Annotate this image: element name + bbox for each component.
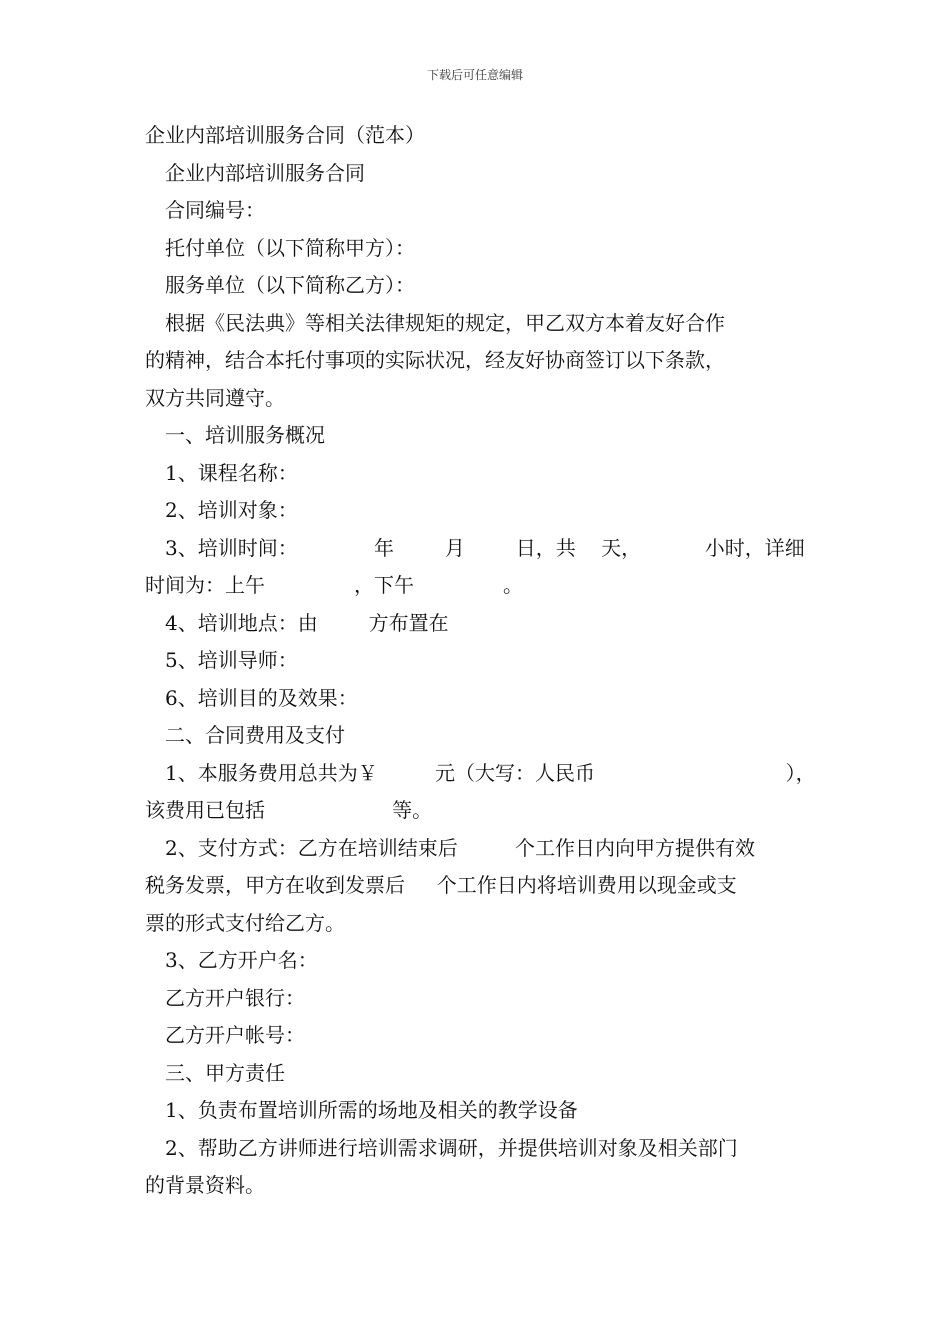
section-1-heading: 一、培训服务概况	[165, 423, 325, 447]
document-title: 企业内部培训服务合同（范本）	[145, 123, 425, 147]
party-a-duty-1: 1、负责布置培训所需的场地及相关的教学设备	[165, 1098, 578, 1122]
preamble-line-3: 双方共同遵守。	[145, 385, 285, 410]
party-b-account-name: 3、乙方开户名：	[165, 948, 318, 972]
preamble-line-2: 的精神，结合本托付事项的实际状况，经友好协商签订以下条款，	[145, 348, 725, 372]
training-target-item: 2、培训对象：	[165, 498, 298, 522]
party-b-bank: 乙方开户银行：	[165, 985, 305, 1010]
section-2-heading: 二、合同费用及支付	[165, 723, 345, 747]
contract-subtitle: 企业内部培训服务合同	[165, 160, 365, 185]
party-b-label: 服务单位（以下简称乙方）：	[165, 273, 415, 297]
training-time-item: 3、培训时间： 年 月 日，共 天， 小时，详细	[165, 535, 805, 560]
party-b-account-number: 乙方开户帐号：	[165, 1023, 305, 1047]
training-time-detail: 时间为：上午 ，下午 。	[145, 573, 524, 597]
contract-number-label: 合同编号：	[165, 198, 265, 222]
party-a-duty-2-line-1: 2、帮助乙方讲师进行培训需求调研，并提供培训对象及相关部门	[165, 1135, 738, 1160]
course-name-item: 1、课程名称：	[165, 460, 298, 485]
document-body	[145, 117, 815, 1205]
party-a-label: 托付单位（以下简称甲方）：	[165, 235, 415, 260]
party-a-duty-2-line-2: 的背景资料。	[145, 1173, 265, 1197]
training-goal-item: 6、培训目的及效果：	[165, 685, 358, 710]
page-header: 下载后可任意编辑	[426, 68, 523, 82]
training-instructor-item: 5、培训导师：	[165, 648, 298, 672]
preamble-line-1: 根据《民法典》等相关法律规矩的规定，甲乙双方本着友好合作	[165, 310, 725, 335]
section-3-heading: 三、甲方责任	[165, 1060, 285, 1085]
payment-method-line-1: 2、支付方式：乙方在培训结束后 个工作日内向甲方提供有效	[165, 835, 755, 860]
payment-method-line-2: 税务发票，甲方在收到发票后 个工作日内将培训费用以现金或支	[145, 873, 737, 897]
training-location-item: 4、培训地点：由 方布置在	[165, 610, 449, 635]
fee-total-item: 1、本服务费用总共为￥ 元（大写：人民币 ），	[165, 760, 816, 785]
payment-method-line-3: 票的形式支付给乙方。	[145, 910, 345, 935]
fee-includes-line: 该费用已包括 等。	[145, 798, 433, 822]
